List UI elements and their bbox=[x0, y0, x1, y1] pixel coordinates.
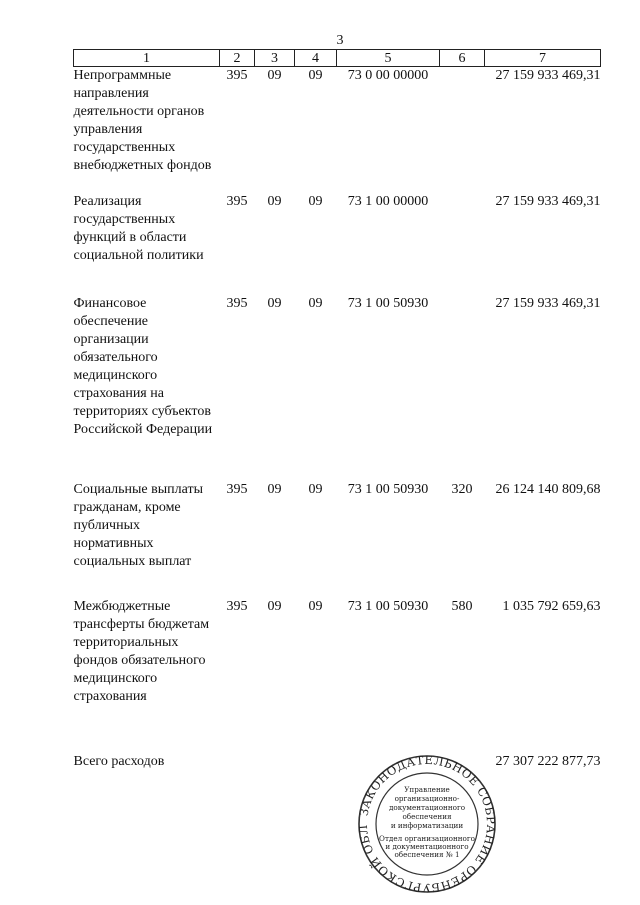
row-col6 bbox=[440, 193, 485, 295]
row-name: Социальные выплаты гражданам, кроме публичных нормативных социальных выплат bbox=[73, 482, 204, 569]
row-col5: 73 1 00 50930 bbox=[347, 296, 429, 311]
svg-text:ЗАКОНОДАТЕЛЬНОЕ СОБРАНИЕ ОРЕНБ: ЗАКОНОДАТЕЛЬНОЕ СОБРАНИЕ ОРЕНБУРГСКОЙ ОБЛ bbox=[357, 754, 497, 894]
row-amount: 26 124 140 809,68 bbox=[495, 482, 601, 497]
row-col2: 395 bbox=[226, 194, 248, 209]
total-amount: 27 307 222 877,73 bbox=[495, 754, 601, 769]
column-header: 7 bbox=[485, 50, 601, 67]
row-col4: 09 bbox=[308, 68, 323, 83]
row-col3: 09 bbox=[267, 194, 282, 209]
row-col3: 09 bbox=[267, 599, 282, 614]
column-header: 1 bbox=[74, 50, 220, 67]
row-col2: 395 bbox=[226, 296, 248, 311]
column-header: 6 bbox=[440, 50, 485, 67]
column-header: 2 bbox=[220, 50, 255, 67]
row-col6 bbox=[440, 67, 485, 194]
page-number: 3 bbox=[336, 33, 344, 48]
row-col4: 09 bbox=[308, 194, 323, 209]
row-col2: 395 bbox=[226, 482, 248, 497]
stamp-line: Управление bbox=[404, 785, 450, 794]
row-col2: 395 bbox=[226, 599, 248, 614]
row-amount: 27 159 933 469,31 bbox=[495, 296, 601, 311]
row-col4: 09 bbox=[308, 482, 323, 497]
stamp-line: и документационного bbox=[385, 842, 469, 851]
row-amount: 27 159 933 469,31 bbox=[495, 68, 601, 83]
row-col3: 09 bbox=[267, 482, 282, 497]
row-name: Финансовое обеспечение организации обязательного медицинского страхования на территориях субъектов Российской Федерации bbox=[73, 296, 213, 437]
stamp-line: и информатизации bbox=[390, 821, 464, 830]
row-col3: 09 bbox=[267, 296, 282, 311]
row-col5: 73 1 00 50930 bbox=[347, 599, 429, 614]
total-label: Всего расходов bbox=[73, 754, 165, 769]
row-col6 bbox=[440, 295, 485, 481]
row-col5: 73 0 00 00000 bbox=[347, 68, 429, 83]
stamp-line: Отдел организационного bbox=[379, 834, 475, 843]
row-amount: 27 159 933 469,31 bbox=[495, 194, 601, 209]
column-header: 4 bbox=[295, 50, 337, 67]
column-number-row bbox=[74, 50, 601, 67]
table-row bbox=[74, 598, 601, 753]
row-col4: 09 bbox=[308, 599, 323, 614]
row-amount: 1 035 792 659,63 bbox=[502, 599, 601, 614]
row-col5: 73 1 00 50930 bbox=[347, 482, 429, 497]
column-header: 5 bbox=[337, 50, 440, 67]
row-col6: 320 bbox=[451, 482, 473, 497]
table-row bbox=[74, 481, 601, 598]
table-row bbox=[74, 295, 601, 481]
row-name: Реализация государственных функций в области социальной политики bbox=[73, 194, 204, 263]
stamp-line: документационного bbox=[388, 803, 466, 812]
column-header: 3 bbox=[255, 50, 295, 67]
stamp-line: обеспечения № 1 bbox=[394, 850, 460, 859]
row-col6: 580 bbox=[451, 599, 473, 614]
table-row bbox=[74, 67, 601, 194]
row-name: Непрограммные направления деятельности органов управления государственных внебюджетных фондов bbox=[73, 68, 212, 173]
row-name: Межбюджетные трансферты бюджетам территориальных фондов обязательного медицинского страхования bbox=[73, 599, 210, 704]
stamp-line: организационно- bbox=[394, 794, 460, 803]
row-col2: 395 bbox=[226, 68, 248, 83]
row-col5: 73 1 00 00000 bbox=[347, 194, 429, 209]
table-row bbox=[74, 193, 601, 295]
total-row bbox=[74, 753, 601, 771]
row-col4: 09 bbox=[308, 296, 323, 311]
stamp-line: обеспечения bbox=[402, 812, 452, 821]
official-stamp bbox=[357, 754, 497, 894]
row-col3: 09 bbox=[267, 68, 282, 83]
budget-table bbox=[73, 49, 601, 771]
